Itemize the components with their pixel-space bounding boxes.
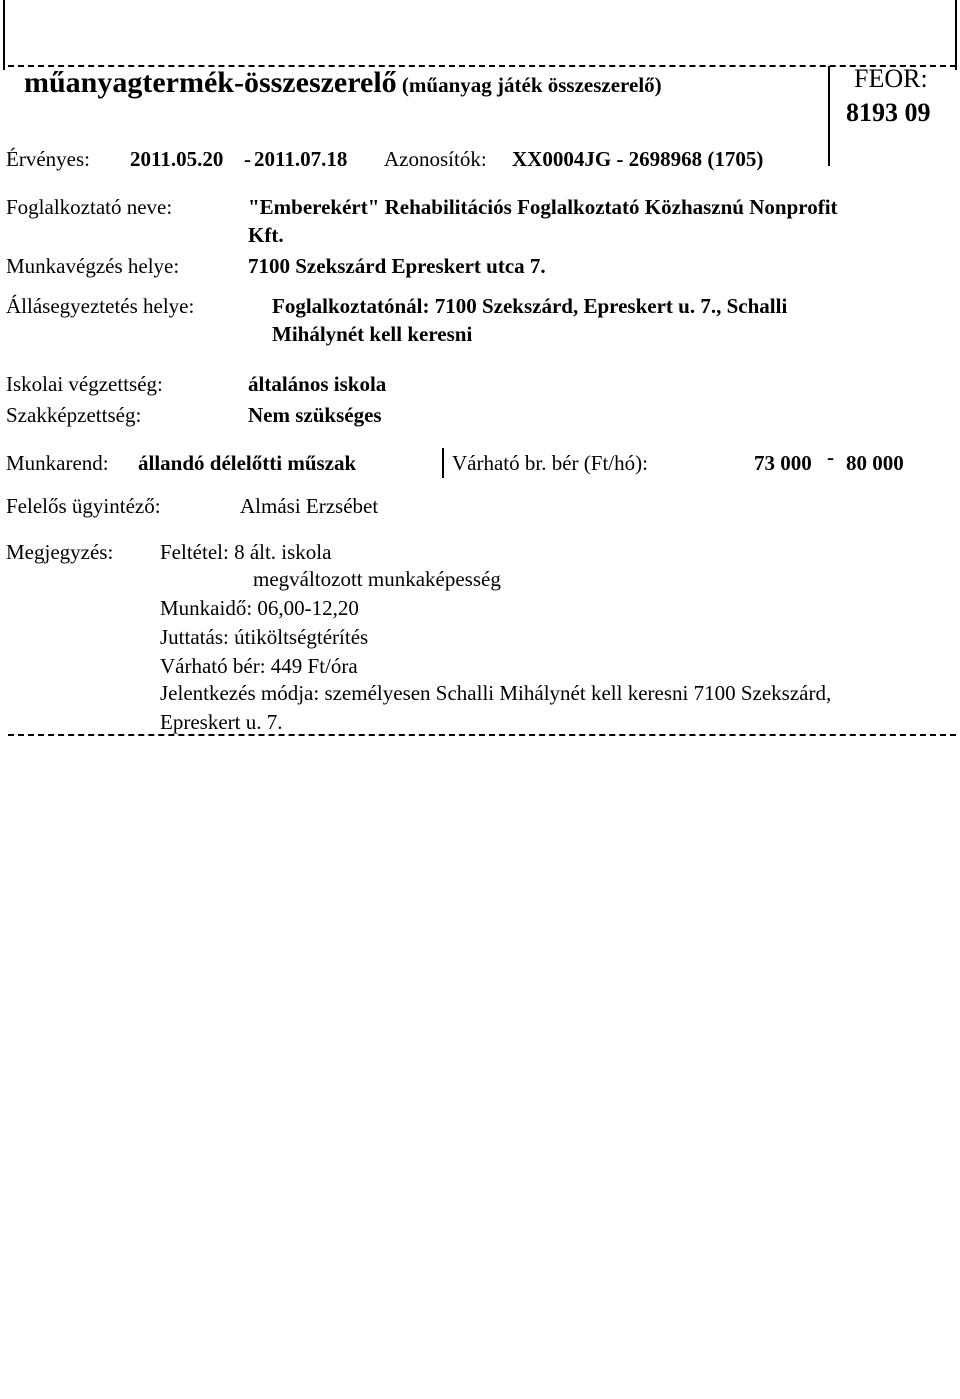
identifiers-value: XX0004JG - 2698968 (1705) — [512, 147, 764, 171]
note-line: Juttatás: útiköltségtérítés — [160, 625, 369, 649]
validity-separator: - — [244, 147, 251, 171]
job-title — [24, 66, 662, 101]
interview-place-label: Állásegyeztetés helye: — [6, 294, 195, 318]
qualification-label: Szakképzettség: — [6, 403, 142, 427]
validity-to: 2011.07.18 — [254, 147, 348, 171]
frame-left-border — [3, 0, 5, 70]
note-line: Epreskert u. 7. — [160, 710, 283, 734]
job-title-sub: (műanyag játék összeszerelő) — [401, 73, 662, 97]
officer-value: Almási Erzsébet — [240, 494, 379, 518]
interview-place-line2: Mihálynét kell keresni — [272, 322, 473, 346]
officer-label: Felelős ügyintéző: — [6, 494, 161, 518]
education-label: Iskolai végzettség: — [6, 372, 163, 396]
salary-label: Várható br. bér (Ft/hó): — [452, 451, 648, 475]
note-line: Feltétel: 8 ált. iskola — [160, 540, 332, 564]
validity-from: 2011.05.20 — [130, 147, 224, 171]
salary-divider — [442, 448, 444, 478]
identifiers-label: Azonosítók: — [384, 147, 487, 171]
workplace-label: Munkavégzés helye: — [6, 254, 180, 278]
salary-separator: - — [827, 445, 834, 469]
note-line: Várható bér: 449 Ft/óra — [160, 654, 358, 678]
validity-label: Érvényes: — [6, 147, 90, 171]
note-line: Jelentkezés módja: személyesen Schalli Mihálynét kell keresni 7100 Szekszárd, — [160, 681, 832, 705]
salary-max: 80 000 — [846, 451, 904, 475]
job-title-main: műanyagtermék-összeszerelő — [24, 66, 397, 99]
interview-place-line1: Foglalkoztatónál: 7100 Szekszárd, Epreskert u. 7., Schalli — [272, 294, 788, 318]
workplace-value: 7100 Szekszárd Epreskert utca 7. — [248, 254, 546, 278]
schedule-value: állandó délelőtti műszak — [138, 451, 357, 475]
employer-name-line2: Kft. — [248, 223, 284, 247]
note-line: Munkaidő: 06,00-12,20 — [160, 596, 359, 620]
bottom-dashed-divider — [8, 734, 956, 736]
feor-label: FEOR: — [854, 64, 928, 93]
notes-label: Megjegyzés: — [6, 540, 114, 564]
frame-right-border — [955, 0, 957, 70]
note-line: megváltozott munkaképesség — [253, 567, 501, 591]
education-value: általános iskola — [248, 372, 387, 396]
employer-label: Foglalkoztató neve: — [6, 195, 173, 219]
qualification-value: Nem szükséges — [248, 403, 382, 427]
salary-min: 73 000 — [754, 451, 812, 475]
employer-name-line1: "Emberekért" Rehabilitációs Foglalkoztató Közhasznú Nonprofit — [248, 195, 838, 219]
feor-code: 8193 09 — [846, 98, 931, 127]
schedule-label: Munkarend: — [6, 451, 109, 475]
feor-divider — [828, 66, 830, 166]
